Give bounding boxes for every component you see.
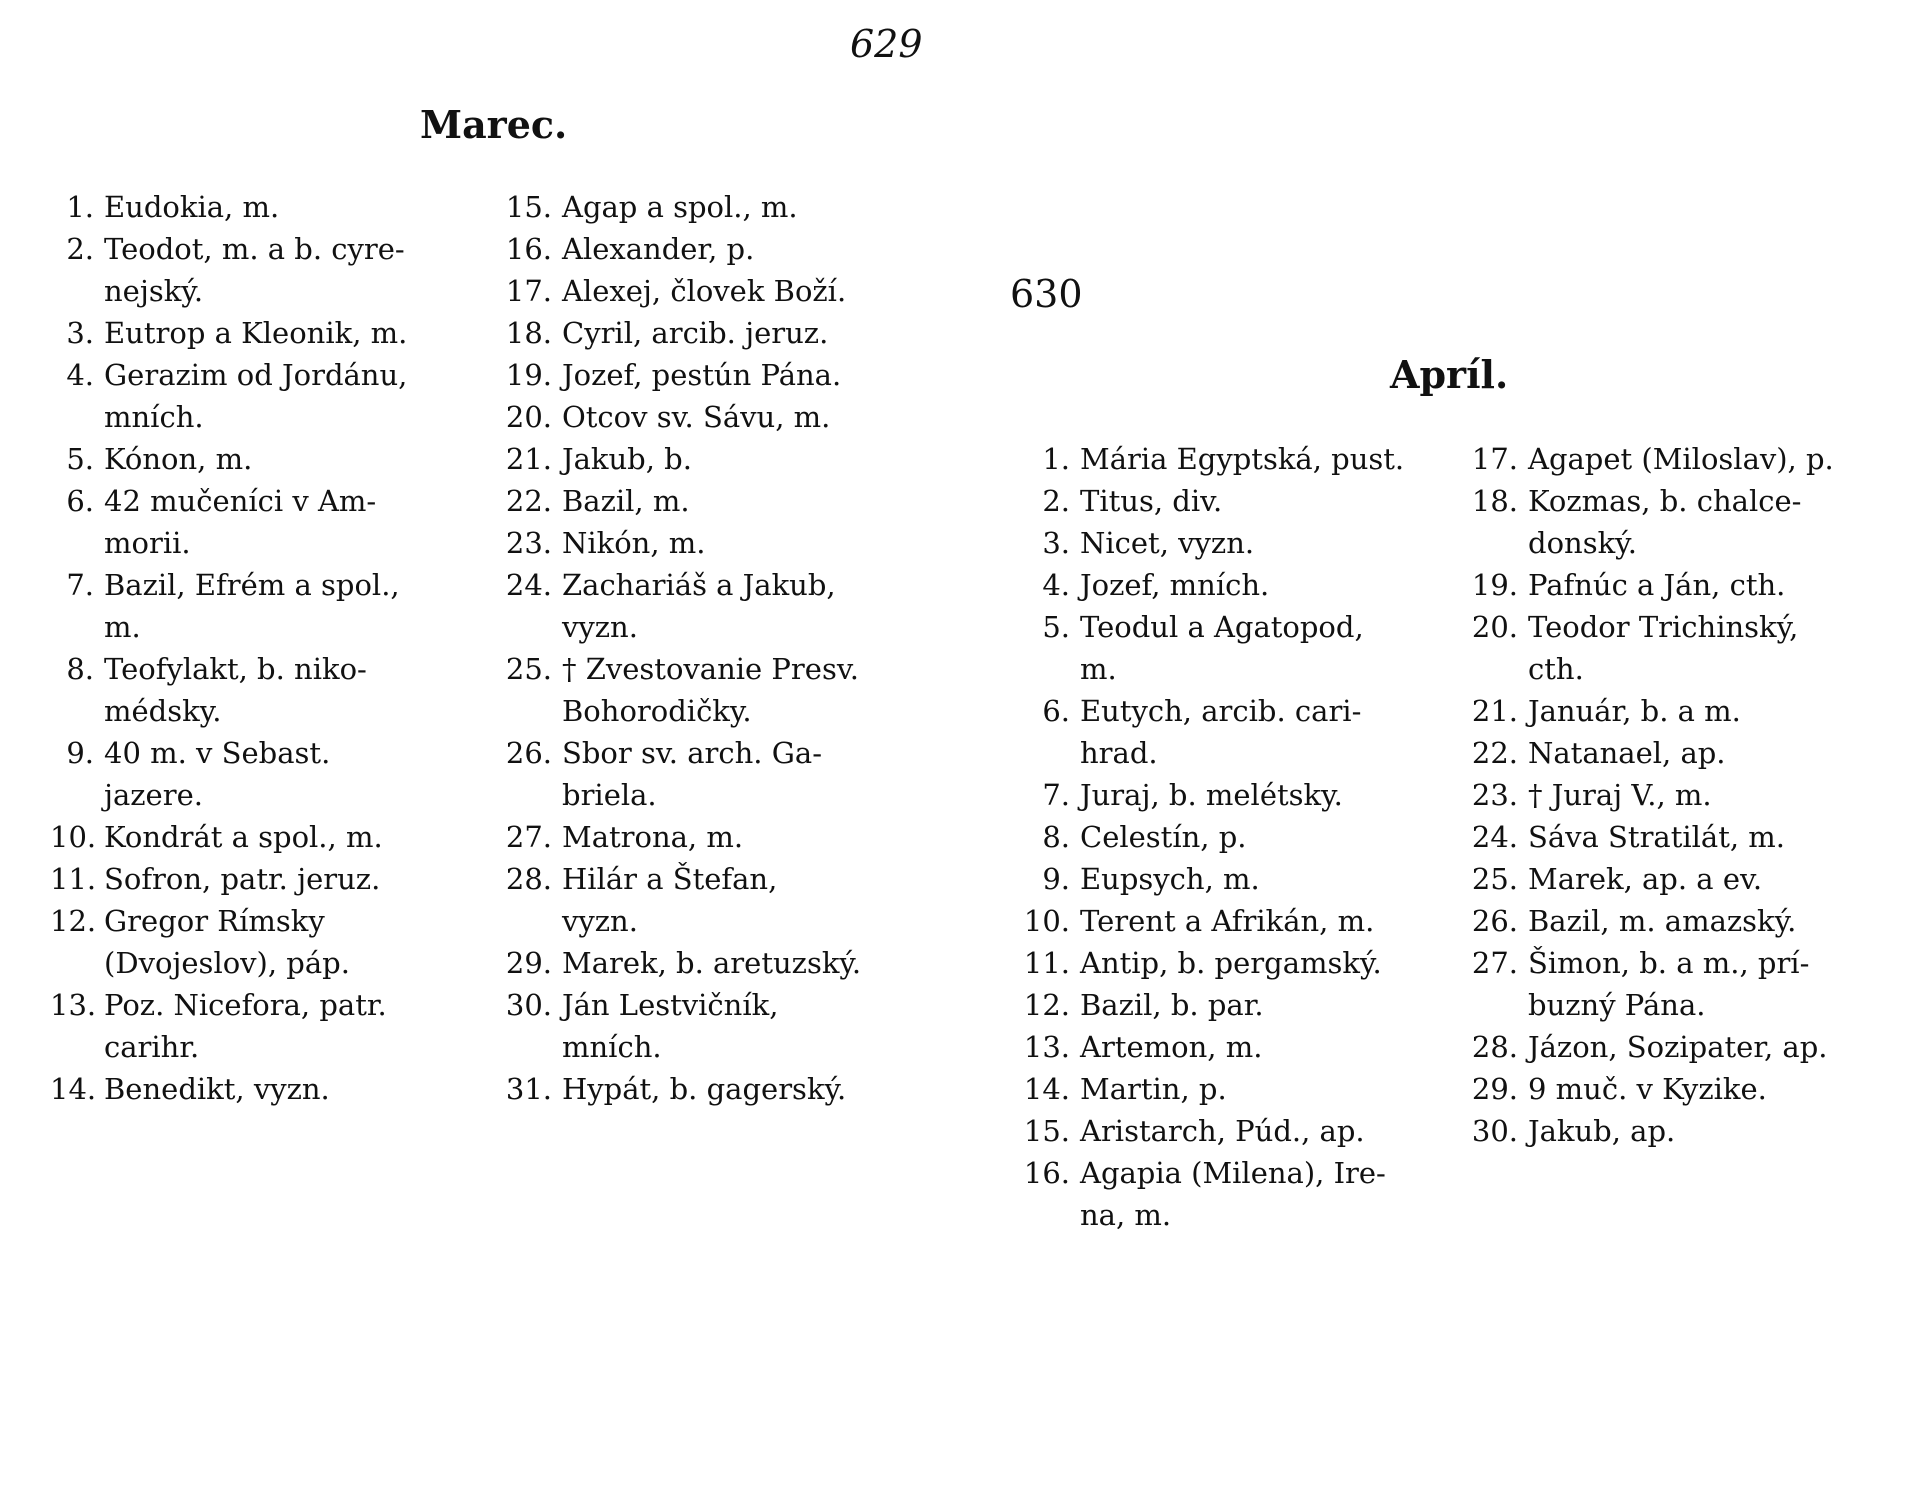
saint-name: [552, 312, 934, 354]
entry-line: Kónon, m.: [104, 442, 253, 476]
day-number: 21.: [1471, 694, 1518, 728]
calendar-entry: [494, 942, 934, 984]
entry-line: Martin, p.: [1080, 1072, 1227, 1106]
entry-line: Sbor sv. arch. Ga-: [562, 736, 822, 770]
day-number: 21.: [505, 442, 552, 476]
saint-name: [1070, 1026, 1442, 1068]
calendar-entry: [1012, 816, 1442, 858]
saint-name: [552, 270, 934, 312]
entry-line: Teofylakt, b. niko-: [104, 652, 367, 686]
calendar-entry: [1460, 480, 1900, 564]
calendar-entry: [1460, 1110, 1900, 1152]
entry-line: cth.: [1528, 652, 1584, 686]
saint-name: [94, 1068, 470, 1110]
entry-line: Gregor Rímsky: [104, 904, 325, 938]
april-column-2: [1460, 438, 1900, 1152]
day-number: 6.: [1042, 694, 1070, 728]
calendar-entry: [494, 1068, 934, 1110]
saint-name: [94, 858, 470, 900]
entry-line: vyzn.: [562, 610, 638, 644]
day-number: 13.: [1023, 1030, 1070, 1064]
saint-name: [1070, 1110, 1442, 1152]
entry-line: 42 mučeníci v Am-: [104, 484, 377, 518]
saint-name: [1518, 1110, 1900, 1152]
saint-name: [1518, 732, 1900, 774]
entry-line: mních.: [104, 400, 204, 434]
day-number: 28.: [1471, 1030, 1518, 1064]
calendar-entry: [50, 984, 470, 1068]
calendar-entry: [494, 354, 934, 396]
day-number: 6.: [66, 484, 94, 518]
day-number: 19.: [505, 358, 552, 392]
saint-name: [94, 438, 470, 480]
calendar-entry: [50, 312, 470, 354]
calendar-entry: [50, 186, 470, 228]
saint-name: [1518, 438, 1900, 480]
calendar-entry: [494, 564, 934, 648]
day-number: 5.: [1042, 610, 1070, 644]
calendar-entry: [1460, 438, 1900, 480]
day-number: 25.: [1471, 862, 1518, 896]
calendar-entry: [1012, 1068, 1442, 1110]
day-number: 8.: [1042, 820, 1070, 854]
saint-name: [94, 480, 470, 564]
day-number: 23.: [505, 526, 552, 560]
day-number: 22.: [1471, 736, 1518, 770]
day-number: 29.: [1471, 1072, 1518, 1106]
day-number: 9.: [66, 736, 94, 770]
saint-name: [1070, 438, 1442, 480]
calendar-entry: [1012, 522, 1442, 564]
calendar-entry: [50, 480, 470, 564]
entry-line: Bazil, m.: [562, 484, 690, 518]
saint-name: [1518, 690, 1900, 732]
calendar-entry: [494, 186, 934, 228]
entry-line: Jázon, Sozipater, ap.: [1528, 1030, 1828, 1064]
day-number: 7.: [1042, 778, 1070, 812]
page-number-629: 629: [850, 22, 923, 66]
calendar-entry: [50, 438, 470, 480]
day-number: 30.: [505, 988, 552, 1022]
day-number: 10.: [50, 820, 97, 854]
entry-line: Eudokia, m.: [104, 190, 280, 224]
day-number: 29.: [505, 946, 552, 980]
saint-name: [552, 522, 934, 564]
day-number: 30.: [1471, 1114, 1518, 1148]
calendar-entry: [494, 438, 934, 480]
entry-line: Otcov sv. Sávu, m.: [562, 400, 831, 434]
april-column-1: [1012, 438, 1442, 1236]
calendar-entry: [494, 732, 934, 816]
entry-line: (Dvojeslov), páp.: [104, 946, 350, 980]
calendar-entry: [494, 312, 934, 354]
entry-line: Jozef, mních.: [1080, 568, 1270, 602]
calendar-entry: [1460, 606, 1900, 690]
saint-name: [94, 228, 470, 312]
entry-line: Nikón, m.: [562, 526, 706, 560]
saint-name: [94, 648, 470, 732]
calendar-entry: [50, 564, 470, 648]
entry-line: briela.: [562, 778, 657, 812]
entry-line: Teodor Trichinský,: [1528, 610, 1799, 644]
calendar-entry: [50, 900, 470, 984]
calendar-entry: [1012, 480, 1442, 522]
day-number: 3.: [66, 316, 94, 350]
day-number: 16.: [505, 232, 552, 266]
saint-name: [552, 396, 934, 438]
day-number: 16.: [1023, 1156, 1070, 1190]
day-number: 14.: [50, 1072, 97, 1106]
entry-line: hrad.: [1080, 736, 1158, 770]
day-number: 26.: [1471, 904, 1518, 938]
saint-name: [552, 228, 934, 270]
day-number: 1.: [1042, 442, 1070, 476]
entry-line: Eupsych, m.: [1080, 862, 1260, 896]
entry-line: 40 m. v Sebast.: [104, 736, 331, 770]
saint-name: [94, 186, 470, 228]
march-column-1: [50, 186, 470, 1110]
day-number: 4.: [1042, 568, 1070, 602]
calendar-entry: [1012, 858, 1442, 900]
entry-line: m.: [104, 610, 141, 644]
entry-line: Aristarch, Púd., ap.: [1080, 1114, 1365, 1148]
saint-name: [1070, 522, 1442, 564]
entry-line: Matrona, m.: [562, 820, 744, 854]
calendar-entry: [1460, 690, 1900, 732]
entry-line: jazere.: [104, 778, 203, 812]
day-number: 12.: [50, 904, 97, 938]
calendar-entry: [50, 1068, 470, 1110]
entry-line: Natanael, ap.: [1528, 736, 1726, 770]
entry-line: Bohorodičky.: [562, 694, 752, 728]
entry-line: médsky.: [104, 694, 222, 728]
calendar-entry: [1012, 438, 1442, 480]
entry-line: mních.: [562, 1030, 662, 1064]
calendar-entry: [1460, 1026, 1900, 1068]
day-number: 27.: [505, 820, 552, 854]
calendar-entry: [1460, 732, 1900, 774]
calendar-entry: [1460, 564, 1900, 606]
calendar-entry: [494, 858, 934, 942]
entry-line: Jakub, ap.: [1528, 1114, 1676, 1148]
saint-name: [1518, 774, 1900, 816]
day-number: 17.: [505, 274, 552, 308]
entry-line: Juraj, b. melétsky.: [1080, 778, 1343, 812]
calendar-entry: [494, 480, 934, 522]
day-number: 11.: [1023, 946, 1070, 980]
day-number: 27.: [1471, 946, 1518, 980]
entry-line: Benedikt, vyzn.: [104, 1072, 330, 1106]
calendar-entry: [50, 354, 470, 438]
saint-name: [1070, 480, 1442, 522]
day-number: 24.: [505, 568, 552, 602]
calendar-entry: [50, 858, 470, 900]
calendar-entry: [494, 396, 934, 438]
saint-name: [1518, 858, 1900, 900]
entry-line: Bazil, b. par.: [1080, 988, 1264, 1022]
day-number: 17.: [1471, 442, 1518, 476]
saint-name: [94, 816, 470, 858]
saint-name: [1518, 942, 1900, 1026]
saint-name: [1070, 858, 1442, 900]
day-number: 10.: [1023, 904, 1070, 938]
saint-name: [1070, 606, 1442, 690]
entry-line: Eutrop a Kleonik, m.: [104, 316, 408, 350]
day-number: 18.: [1471, 484, 1518, 518]
calendar-entry: [50, 228, 470, 312]
day-number: 20.: [505, 400, 552, 434]
day-number: 9.: [1042, 862, 1070, 896]
calendar-entry: [494, 270, 934, 312]
entry-line: Agapia (Milena), Ire-: [1080, 1156, 1386, 1190]
day-number: 25.: [505, 652, 552, 686]
day-number: 12.: [1023, 988, 1070, 1022]
entry-line: Hilár a Štefan,: [562, 862, 778, 896]
day-number: 7.: [66, 568, 94, 602]
saint-name: [1070, 774, 1442, 816]
saint-name: [94, 984, 470, 1068]
saint-name: [1518, 564, 1900, 606]
entry-line: Cyril, arcib. jeruz.: [562, 316, 829, 350]
calendar-entry: [50, 732, 470, 816]
day-number: 19.: [1471, 568, 1518, 602]
saint-name: [94, 900, 470, 984]
calendar-entry: [1012, 1110, 1442, 1152]
saint-name: [552, 732, 934, 816]
calendar-entry: [1460, 1068, 1900, 1110]
entry-line: Jozef, pestún Pána.: [562, 358, 842, 392]
saint-name: [1070, 942, 1442, 984]
day-number: 1.: [66, 190, 94, 224]
saint-name: [552, 480, 934, 522]
calendar-entry: [50, 816, 470, 858]
saint-name: [552, 1068, 934, 1110]
day-number: 2.: [66, 232, 94, 266]
entry-line: † Juraj V., m.: [1528, 778, 1712, 812]
entry-line: vyzn.: [562, 904, 638, 938]
entry-line: Január, b. a m.: [1528, 694, 1741, 728]
entry-line: Zachariáš a Jakub,: [562, 568, 836, 602]
day-number: 31.: [505, 1072, 552, 1106]
calendar-entry: [494, 522, 934, 564]
entry-line: Artemon, m.: [1080, 1030, 1263, 1064]
entry-line: nejský.: [104, 274, 204, 308]
entry-line: Bazil, Efrém a spol.,: [104, 568, 400, 602]
calendar-entry: [1012, 774, 1442, 816]
entry-line: carihr.: [104, 1030, 200, 1064]
calendar-entry: [1012, 1152, 1442, 1236]
entry-line: Jakub, b.: [562, 442, 692, 476]
entry-line: Antip, b. pergamský.: [1080, 946, 1382, 980]
entry-line: buzný Pána.: [1528, 988, 1706, 1022]
entry-line: Bazil, m. amazský.: [1528, 904, 1797, 938]
day-number: 24.: [1471, 820, 1518, 854]
calendar-entry: [1460, 900, 1900, 942]
saint-name: [1070, 900, 1442, 942]
entry-line: Sofron, patr. jeruz.: [104, 862, 381, 896]
saint-name: [552, 942, 934, 984]
calendar-entry: [1460, 816, 1900, 858]
saint-name: [1070, 690, 1442, 774]
day-number: 3.: [1042, 526, 1070, 560]
day-number: 26.: [505, 736, 552, 770]
calendar-entry: [1012, 1026, 1442, 1068]
saint-name: [1070, 984, 1442, 1026]
entry-line: Poz. Nicefora, patr.: [104, 988, 387, 1022]
entry-line: Kozmas, b. chalce-: [1528, 484, 1802, 518]
day-number: 14.: [1023, 1072, 1070, 1106]
entry-line: Sáva Stratilát, m.: [1528, 820, 1786, 854]
entry-line: Alexej, človek Boží.: [562, 274, 847, 308]
entry-line: Agapet (Miloslav), p.: [1528, 442, 1834, 476]
calendar-entry: [1012, 606, 1442, 690]
day-number: 23.: [1471, 778, 1518, 812]
day-number: 2.: [1042, 484, 1070, 518]
saint-name: [552, 438, 934, 480]
entry-line: Ján Lestvičník,: [562, 988, 779, 1022]
calendar-entry: [1460, 942, 1900, 1026]
entry-line: Nicet, vyzn.: [1080, 526, 1255, 560]
saint-name: [1070, 1068, 1442, 1110]
calendar-entry: [1460, 774, 1900, 816]
entry-line: donský.: [1528, 526, 1637, 560]
entry-line: Teodul a Agatopod,: [1080, 610, 1364, 644]
day-number: 11.: [50, 862, 97, 896]
march-column-2: [494, 186, 934, 1110]
day-number: 13.: [50, 988, 97, 1022]
saint-name: [552, 354, 934, 396]
page-number-630: 630: [1010, 272, 1083, 316]
entry-line: † Zvestovanie Presv.: [562, 652, 859, 686]
entry-line: Titus, div.: [1080, 484, 1223, 518]
saint-name: [94, 312, 470, 354]
day-number: 28.: [505, 862, 552, 896]
entry-line: Marek, ap. a ev.: [1528, 862, 1763, 896]
calendar-entry: [1012, 900, 1442, 942]
entry-line: Alexander, p.: [562, 232, 755, 266]
entry-line: Celestín, p.: [1080, 820, 1247, 854]
saint-name: [1518, 1068, 1900, 1110]
calendar-entry: [50, 648, 470, 732]
saint-name: [1518, 816, 1900, 858]
calendar-entry: [494, 984, 934, 1068]
saint-name: [552, 984, 934, 1068]
entry-line: Šimon, b. a m., prí-: [1528, 946, 1810, 980]
entry-line: Gerazim od Jordánu,: [104, 358, 408, 392]
entry-line: na, m.: [1080, 1198, 1172, 1232]
saint-name: [1518, 900, 1900, 942]
day-number: 20.: [1471, 610, 1518, 644]
calendar-entry: [494, 648, 934, 732]
day-number: 5.: [66, 442, 94, 476]
saint-name: [1070, 816, 1442, 858]
calendar-entry: [1012, 942, 1442, 984]
month-heading-marec: Marec.: [420, 102, 568, 147]
entry-line: Mária Egyptská, pust.: [1080, 442, 1405, 476]
day-number: 4.: [66, 358, 94, 392]
entry-line: morii.: [104, 526, 191, 560]
day-number: 22.: [505, 484, 552, 518]
day-number: 15.: [1023, 1114, 1070, 1148]
saint-name: [94, 732, 470, 816]
saint-name: [552, 564, 934, 648]
day-number: 18.: [505, 316, 552, 350]
saint-name: [94, 354, 470, 438]
entry-line: 9 muč. v Kyzike.: [1528, 1072, 1767, 1106]
entry-line: Marek, b. aretuzský.: [562, 946, 862, 980]
entry-line: Agap a spol., m.: [562, 190, 798, 224]
saint-name: [552, 186, 934, 228]
saint-name: [94, 564, 470, 648]
saint-name: [1518, 606, 1900, 690]
month-heading-april: Apríl.: [1390, 352, 1509, 397]
saint-name: [1070, 1152, 1442, 1236]
entry-line: Teodot, m. a b. cyre-: [104, 232, 405, 266]
saint-name: [1070, 564, 1442, 606]
saint-name: [1518, 480, 1900, 564]
calendar-entry: [1460, 858, 1900, 900]
entry-line: Hypát, b. gagerský.: [562, 1072, 847, 1106]
calendar-entry: [494, 228, 934, 270]
entry-line: Kondrát a spol., m.: [104, 820, 383, 854]
calendar-entry: [1012, 564, 1442, 606]
saint-name: [552, 816, 934, 858]
calendar-entry: [494, 816, 934, 858]
saint-name: [552, 858, 934, 942]
saint-name: [1518, 1026, 1900, 1068]
calendar-entry: [1012, 690, 1442, 774]
entry-line: Pafnúc a Ján, cth.: [1528, 568, 1786, 602]
calendar-entry: [1012, 984, 1442, 1026]
day-number: 15.: [505, 190, 552, 224]
entry-line: m.: [1080, 652, 1117, 686]
entry-line: Terent a Afrikán, m.: [1080, 904, 1375, 938]
saint-name: [552, 648, 934, 732]
day-number: 8.: [66, 652, 94, 686]
entry-line: Eutych, arcib. cari-: [1080, 694, 1362, 728]
